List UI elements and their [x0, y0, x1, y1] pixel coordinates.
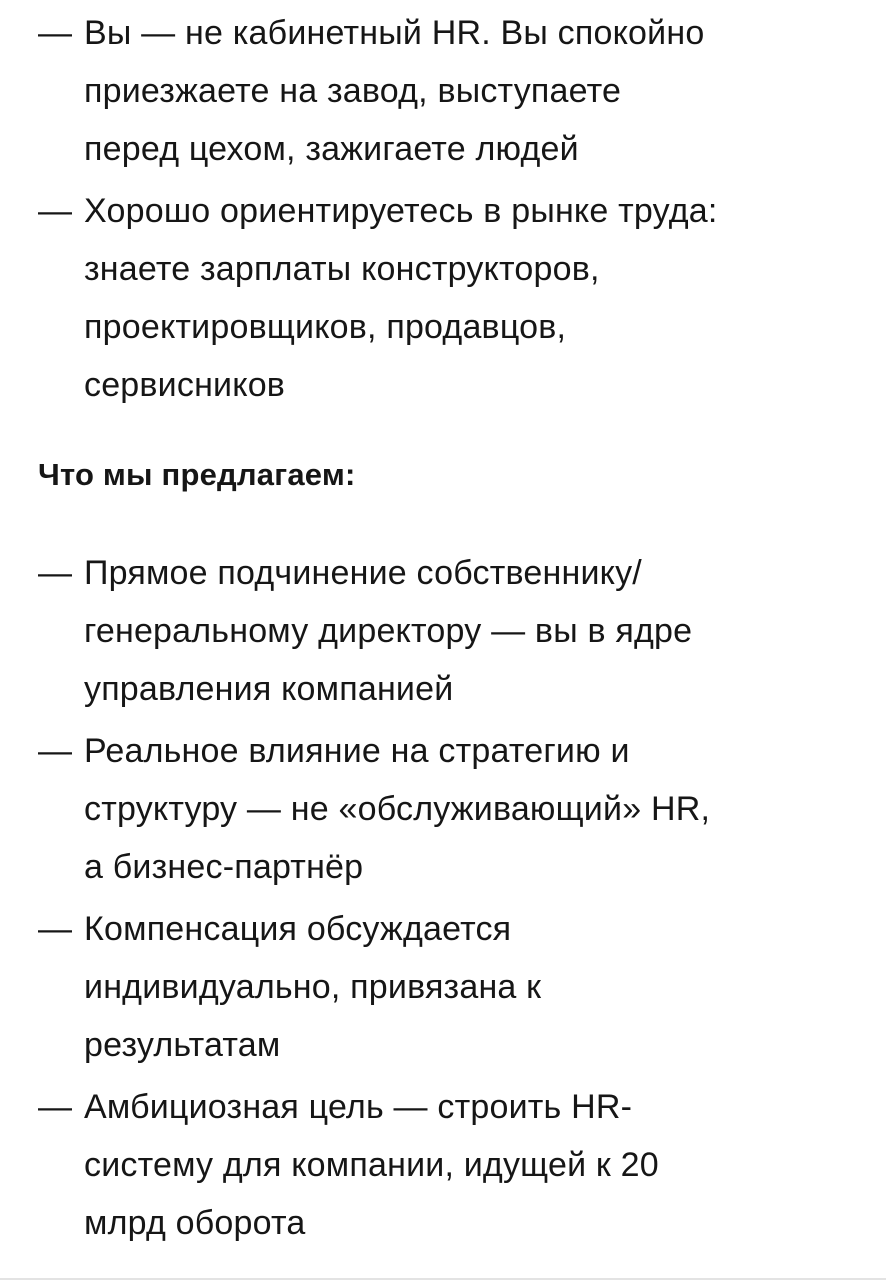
section-heading: Что мы предлагаем: [38, 457, 356, 492]
item-line: систему для компании, идущей к 20 [84, 1146, 659, 1184]
item-line: Реальное влияние на стратегию и [84, 732, 630, 770]
list-item [0, 4, 886, 178]
item-line: индивидуально, привязана к [84, 968, 542, 1006]
item-line: Амбициозная цель — строить HR- [84, 1088, 633, 1126]
bullet-dash: — [38, 732, 73, 770]
item-line: приезжаете на завод, выступаете [84, 72, 622, 110]
item-line: результатам [84, 1026, 281, 1064]
item-line: структуру — не «обслуживающий» HR, [84, 790, 711, 828]
bullet-dash: — [38, 192, 73, 230]
item-line: млрд оборота [84, 1204, 306, 1242]
list-item [0, 544, 886, 718]
bullet-dash: — [38, 554, 73, 592]
list-item [0, 1078, 886, 1252]
item-line: а бизнес-партнёр [84, 848, 364, 886]
item-line: Прямое подчинение собственнику/ [84, 554, 642, 592]
item-line: Вы — не кабинетный HR. Вы спокойно [84, 14, 705, 52]
item-line: проектировщиков, продавцов, [84, 308, 567, 346]
requirements-list [0, 4, 886, 414]
bullet-dash: — [38, 910, 73, 948]
list-item [0, 182, 886, 414]
item-line: знаете зарплаты конструкторов, [84, 250, 600, 288]
bullet-dash: — [38, 14, 73, 52]
item-line: перед цехом, зажигаете людей [84, 130, 579, 168]
offer-list [0, 544, 886, 1252]
bullet-dash: — [38, 1088, 73, 1126]
item-line: управления компанией [84, 670, 454, 708]
item-line: Компенсация обсуждается [84, 910, 512, 948]
list-item [0, 900, 886, 1074]
item-line: сервисников [84, 366, 286, 404]
item-line: Хорошо ориентируетесь в рынке труда: [84, 192, 718, 230]
item-line: генеральному директору — вы в ядре [84, 612, 693, 650]
list-item [0, 722, 886, 896]
